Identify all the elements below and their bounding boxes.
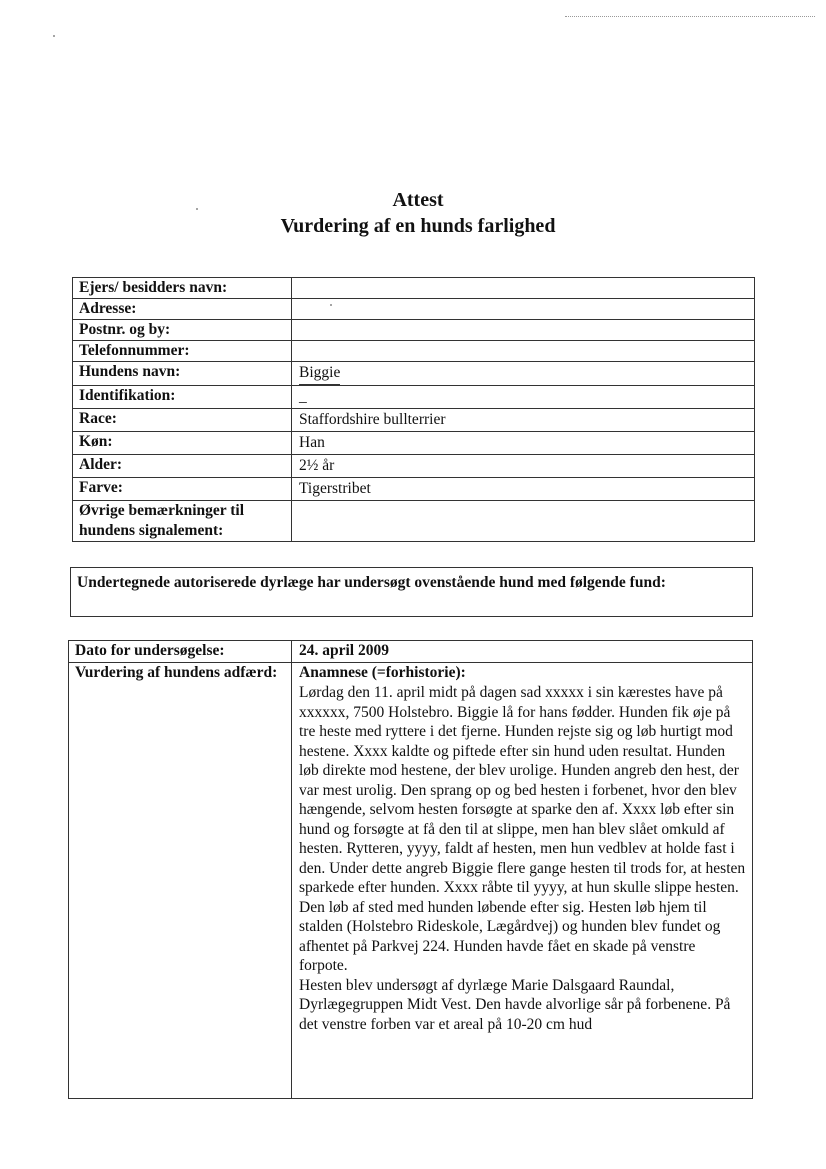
other-remarks-label: Øvrige bemærkninger til hundens signalement:	[73, 501, 292, 542]
anamnesis-paragraph: Lørdag den 11. april midt på dagen sad xxxxx i sin kærestes have på xxxxxx, 7500 Holstebro. Biggie lå for hans fødder. Hunden fik øje på tre heste med ryttere i det fjerne. Hunden rejste sig og løb hurtigt mod hestene. Xxxx kaldte og piftede efter sin hund uden resultat. Hunden løb direkte mod hestene, der blev urolige. Hunden angreb den hest, der var mest urolig. Den sprang op og bed hesten i forbenet, hvor den blev hængende, selvom hesten forsøgte at sparke den af. Xxxx løb efter sin hund og forsøgte at få den til at slippe, men han blev slået omkuld af hesten. Rytteren, yyyy, faldt af hesten, men hun vedblev at holde fast i den. Under dette angreb Biggie flere gange hesten til trods for, at hesten sparkede efter hunden. Xxxx råbte til yyyy, at hun skulle slippe hesten. Den løb af sted med hunden løbende efter sig. Hesten løb hjem til stalden (Holstebro Rideskole, Lægårdvej) og hunden blev fundet og afhentet på Parkvej 224. Hunden havde fået en skade på venstre forpote.	[299, 684, 746, 974]
breed-value: Staffordshire bullterrier	[292, 409, 755, 432]
owner-name-value	[292, 278, 755, 299]
table-row	[73, 409, 755, 432]
table-row	[73, 455, 755, 478]
scan-speck	[53, 35, 55, 37]
table-row	[73, 501, 755, 542]
document-subtitle: Vurdering af en hunds farlighed	[280, 215, 556, 237]
phone-value	[292, 341, 755, 362]
table-row	[69, 663, 753, 1099]
dog-name-value: Biggie	[299, 362, 340, 385]
postcode-city-value	[292, 320, 755, 341]
behaviour-assessment-label: Vurdering af hundens adfærd:	[69, 663, 292, 1099]
table-row	[73, 341, 755, 362]
color-value: Tigerstribet	[292, 478, 755, 501]
table-row	[73, 278, 755, 299]
breed-label: Race:	[73, 409, 292, 432]
table-row	[73, 299, 755, 320]
exam-date-label: Dato for undersøgelse:	[69, 641, 292, 663]
dog-info-table	[72, 277, 755, 542]
sex-label: Køn:	[73, 432, 292, 455]
examination-table	[68, 640, 753, 1099]
table-row	[73, 362, 755, 386]
sex-value: Han	[292, 432, 755, 455]
owner-name-label: Ejers/ besidders navn:	[73, 278, 292, 299]
table-row	[73, 432, 755, 455]
address-value	[292, 299, 755, 320]
postcode-city-label: Postnr. og by:	[73, 320, 292, 341]
exam-date-value: 24. april 2009	[292, 641, 753, 663]
phone-label: Telefonnummer:	[73, 341, 292, 362]
address-label: Adresse:	[73, 299, 292, 320]
identification-label: Identifikation:	[73, 386, 292, 409]
table-row	[73, 320, 755, 341]
behaviour-assessment-cell	[292, 663, 753, 1099]
anamnesis-text	[299, 683, 746, 1034]
dog-name-cell	[292, 362, 755, 386]
table-row	[73, 386, 755, 409]
document-title: Attest	[392, 189, 444, 211]
scan-dotted-line	[565, 16, 815, 17]
anamnesis-heading: Anamnese (=forhistorie):	[299, 664, 466, 681]
dog-name-label: Hundens navn:	[73, 362, 292, 386]
identification-value: _	[292, 386, 755, 409]
other-remarks-value	[292, 501, 755, 542]
table-row	[73, 478, 755, 501]
table-row	[69, 641, 753, 663]
horse-exam-paragraph: Hesten blev undersøgt af dyrlæge Marie Dalsgaard Raundal, Dyrlægegruppen Midt Vest. Den havde alvorlige sår på forbenene. På det venstre forben var et areal på 10-20 cm hud	[299, 976, 731, 1033]
vet-finding-statement: Undertegnede autoriserede dyrlæge har undersøgt ovenstående hund med følgende fund:	[70, 567, 753, 617]
age-label: Alder:	[73, 455, 292, 478]
color-label: Farve:	[73, 478, 292, 501]
age-value: 2½ år	[292, 455, 755, 478]
